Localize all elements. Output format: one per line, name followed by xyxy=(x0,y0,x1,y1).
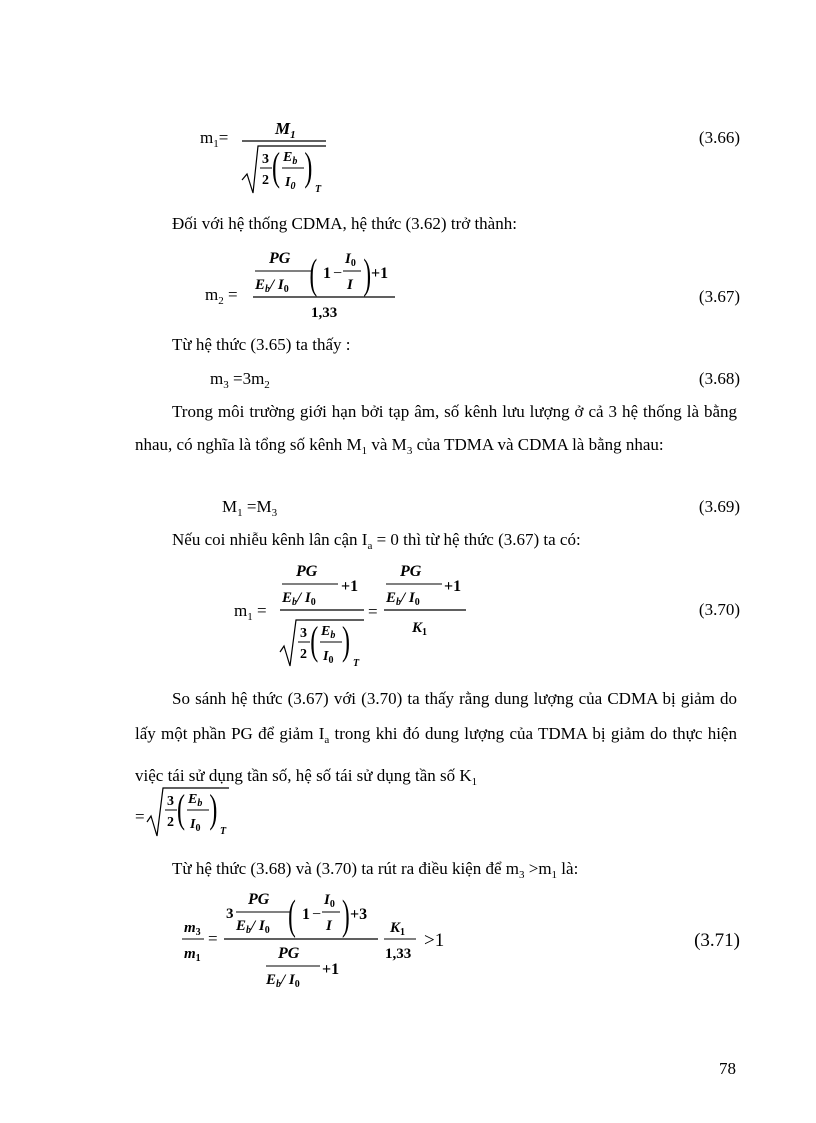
svg-text:Eb: $E_b$ xyxy=(188,792,203,809)
svg-text:=: = xyxy=(208,929,218,948)
equation-3-67 xyxy=(205,247,740,322)
equation-3-66 xyxy=(200,118,740,198)
svg-text:1,33: 1,33 xyxy=(385,946,412,962)
svg-text:3: 3 xyxy=(167,794,174,809)
svg-text:+1: +1 xyxy=(322,961,340,978)
svg-text:): ) xyxy=(209,788,218,832)
svg-text:3: 3 xyxy=(226,906,234,922)
svg-text:Eb/ I0: $E_b/$ $I_0$ xyxy=(236,918,270,936)
svg-text:1: 1 xyxy=(302,906,310,923)
paragraph-2: Từ hệ thức (3.65) ta thấy : xyxy=(172,335,351,354)
svg-text:K1: $K_1$ xyxy=(390,920,406,938)
svg-text:m2 =: $m_2$ = xyxy=(205,285,238,307)
svg-text:(: ( xyxy=(177,788,185,832)
svg-text:(: ( xyxy=(272,146,280,190)
svg-text:m1: $m_1$ xyxy=(184,946,201,964)
equation-number: (3.71) xyxy=(694,930,740,951)
svg-text:3: 3 xyxy=(300,626,307,641)
paragraph-5: So sánh hệ thức (3.67) với (3.70) ta thấy rằng dung lượng của CDMA bị giảm do lấy một phần PG để giảm $I_a$ trong khi đó dung lượng của TDMA bị giảm do thực hiện việc tái sử dụng tần số, hệ số tái sử dụng tần số $K_1$ xyxy=(135,689,737,788)
svg-text:+1: +1 xyxy=(371,265,389,282)
svg-text:I0: $I_0$ xyxy=(190,817,201,834)
svg-text:(: ( xyxy=(309,252,318,298)
equation-3-70-formula xyxy=(234,560,474,675)
svg-text:2: 2 xyxy=(300,647,307,662)
equation-number: (3.66) xyxy=(698,128,740,147)
svg-text:−: − xyxy=(333,265,343,282)
svg-text:I0: $I_0$ xyxy=(345,251,356,269)
k1-expression xyxy=(135,784,245,844)
equation-3-71-formula xyxy=(182,886,482,996)
svg-text:m1 =: $m_1$ = xyxy=(234,601,267,623)
svg-text:Eb: $E_b$ xyxy=(283,150,298,167)
paragraph-6: Từ hệ thức (3.68) và (3.70) ta rút ra điều kiện để $m_3 >m_1$ là: xyxy=(172,859,579,881)
svg-text:I0: $I_0$ xyxy=(323,649,334,666)
svg-text:PG: PG xyxy=(269,250,291,267)
svg-text:=: = xyxy=(368,602,378,621)
equation-3-66-formula xyxy=(200,118,400,198)
paragraph-3: Trong môi trường giới hạn bởi tạp âm, số kênh lưu lượng ở cả 3 hệ thống là bằng nhau, có nghĩa là tổng số kênh $M_1$ và $M_3$ của TDMA và CDMA là bằng nhau: xyxy=(135,402,737,457)
equation-3-69-formula: $M_1 =M_3$ xyxy=(222,497,278,519)
svg-text:PG: PG xyxy=(278,945,300,962)
svg-text:m3: $m_3$ xyxy=(184,920,201,938)
svg-text:I0: $I_0$ xyxy=(285,175,296,192)
equation-3-71 xyxy=(182,886,740,996)
svg-text:(: ( xyxy=(310,620,319,664)
equation-3-68 xyxy=(210,369,740,393)
svg-text:I: I xyxy=(347,277,353,293)
svg-text:T: T xyxy=(353,658,360,669)
svg-text:(: ( xyxy=(288,893,296,939)
equation-3-68-formula: $m_3 =3m_2$ xyxy=(210,369,270,391)
svg-text:T: T xyxy=(315,184,322,195)
svg-text:): ) xyxy=(304,146,313,190)
svg-text:2: 2 xyxy=(167,815,174,830)
equation-number: (3.70) xyxy=(698,600,740,619)
svg-text:T: T xyxy=(220,826,227,837)
svg-text:I0: $I_0$ xyxy=(324,892,335,910)
equation-3-67-formula xyxy=(205,247,425,322)
equation-3-70 xyxy=(234,560,740,675)
svg-text:M1: $M_1$ xyxy=(275,119,296,141)
svg-text:3: 3 xyxy=(262,152,269,167)
svg-text:Eb/ I0: $E_b/$ $I_0$ xyxy=(282,590,316,608)
svg-text:): ) xyxy=(342,620,350,664)
svg-text:PG: PG xyxy=(400,563,422,580)
svg-text:1,33: 1,33 xyxy=(311,305,338,321)
svg-text:+3: +3 xyxy=(350,906,368,923)
paragraph-1: Đối với hệ thống CDMA, hệ thức (3.62) trở thành: xyxy=(172,214,517,233)
svg-text:+1: +1 xyxy=(444,578,462,595)
svg-text:Eb/ I0: $E_b/$ $I_0$ xyxy=(266,972,300,990)
page-number: 78 xyxy=(719,1059,736,1078)
svg-text:=: = xyxy=(135,807,145,826)
svg-text:PG: PG xyxy=(248,891,270,908)
svg-text:K1: $K_1$ xyxy=(412,620,428,638)
svg-text:1: 1 xyxy=(323,265,331,282)
equation-3-69 xyxy=(222,497,740,521)
svg-text:I: I xyxy=(326,918,332,934)
svg-text:Eb/ I0: $E_b/$ $I_0$ xyxy=(255,277,289,295)
svg-text:Eb/ I0: $E_b/$ $I_0$ xyxy=(386,590,420,608)
svg-text:PG: PG xyxy=(296,563,318,580)
svg-text:m1=: $m_1=$ xyxy=(200,128,229,150)
svg-text:): ) xyxy=(363,252,372,298)
equation-number: (3.68) xyxy=(698,369,740,388)
svg-text:Eb: $E_b$ xyxy=(321,624,336,641)
equation-number: (3.69) xyxy=(698,497,740,516)
svg-text:>1: >1 xyxy=(424,930,445,951)
svg-text:2: 2 xyxy=(262,173,269,188)
svg-text:+1: +1 xyxy=(341,578,359,595)
svg-text:−: − xyxy=(312,906,322,923)
equation-number: (3.67) xyxy=(698,287,740,306)
svg-text:): ) xyxy=(342,893,350,939)
paragraph-4: Nếu coi nhiễu kênh lân cận $I_a = 0$ thì từ hệ thức (3.67) ta có: xyxy=(172,530,581,552)
